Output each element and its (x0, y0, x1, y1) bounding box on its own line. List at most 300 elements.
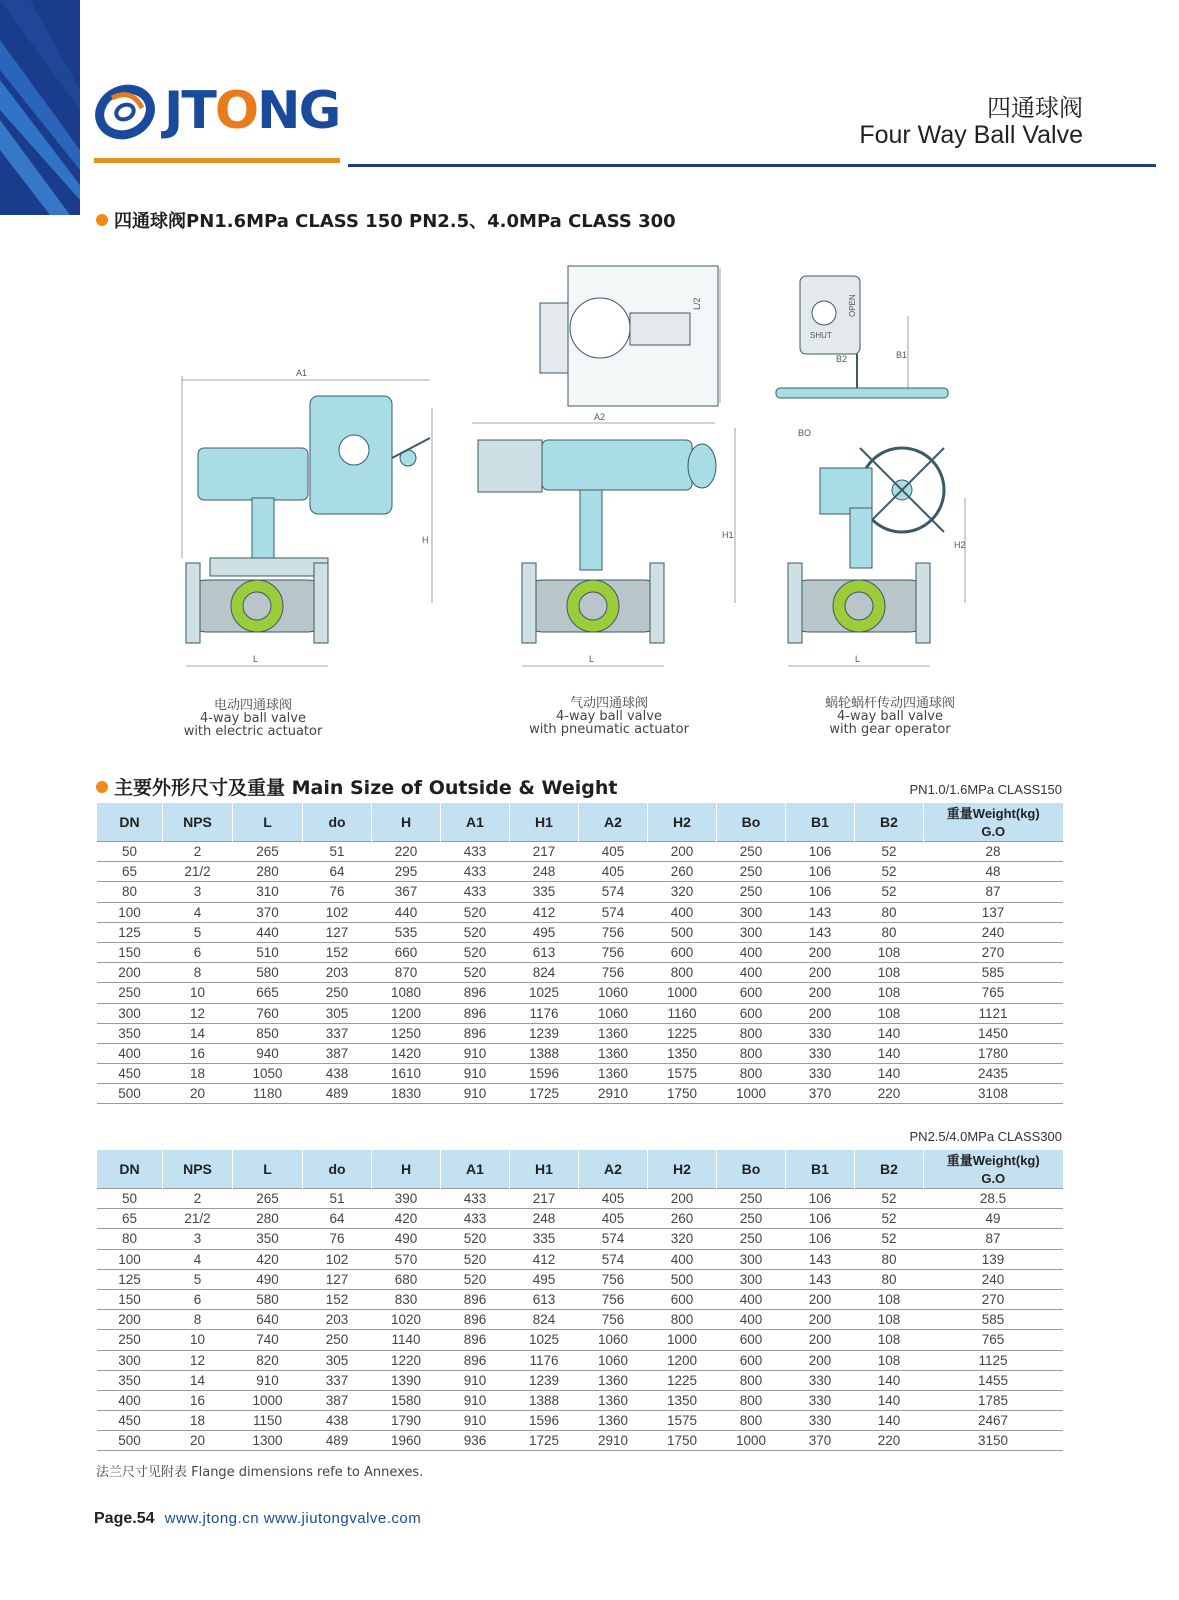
table-cell: 52 (855, 1189, 924, 1209)
table-cell: 1780 (924, 1043, 1063, 1063)
table-cell: 440 (372, 902, 441, 922)
table-cell: 320 (648, 1229, 717, 1249)
page-footer (94, 1510, 421, 1528)
table-cell: 6 (163, 942, 233, 962)
table-cell: 250 (717, 1189, 786, 1209)
table-cell: 52 (855, 862, 924, 882)
table-cell: 330 (786, 1023, 855, 1043)
column-header-b1: B1 (786, 1150, 855, 1189)
table-cell: 1250 (372, 1023, 441, 1043)
table-row (97, 842, 1063, 862)
table-cell: 756 (579, 1289, 648, 1309)
table-cell: 1575 (648, 1411, 717, 1431)
table-cell: 106 (786, 1189, 855, 1209)
table-cell: 1350 (648, 1390, 717, 1410)
website-link[interactable]: www.jtong.cn www.jiutongvalve.com (164, 1510, 422, 1527)
table-cell: 420 (372, 1209, 441, 1229)
table-cell: 16 (163, 1043, 233, 1063)
table-cell: 337 (303, 1370, 372, 1390)
table-cell: 300 (717, 1249, 786, 1269)
column-header-nps: NPS (163, 1150, 233, 1189)
table-cell: 433 (441, 862, 510, 882)
table-cell: 200 (786, 1289, 855, 1309)
table-cell: 20 (163, 1431, 233, 1451)
table-cell: 18 (163, 1411, 233, 1431)
table-cell: 125 (97, 922, 163, 942)
column-header-a1: A1 (441, 1150, 510, 1189)
table-cell: 896 (441, 1350, 510, 1370)
column-header-h: H (372, 803, 441, 842)
table-cell: 335 (510, 1229, 579, 1249)
table-cell: 1000 (233, 1390, 303, 1410)
table-cell: 102 (303, 902, 372, 922)
table-cell: 680 (372, 1269, 441, 1289)
table-cell: 367 (372, 882, 441, 902)
table-cell: 2910 (579, 1084, 648, 1104)
table-row (97, 882, 1063, 902)
table-cell: 1176 (510, 1003, 579, 1023)
table-cell: 438 (303, 1064, 372, 1084)
table-cell: 800 (717, 1411, 786, 1431)
dim-l2: L/2 (692, 297, 702, 310)
table-cell: 108 (855, 1330, 924, 1350)
table-cell: 250 (717, 1209, 786, 1229)
column-header-do: do (303, 1150, 372, 1189)
table-cell: 600 (717, 1350, 786, 1370)
table-cell: 250 (717, 862, 786, 882)
table-cell: 870 (372, 963, 441, 983)
table-cell: 370 (786, 1431, 855, 1451)
label-open: OPEN (848, 294, 857, 317)
table-cell: 143 (786, 922, 855, 942)
table-cell: 140 (855, 1023, 924, 1043)
table-cell: 1575 (648, 1064, 717, 1084)
table-cell: 280 (233, 862, 303, 882)
table-cell: 220 (855, 1084, 924, 1104)
table-cell: 570 (372, 1249, 441, 1269)
table-cell: 150 (97, 942, 163, 962)
table-cell: 250 (717, 1229, 786, 1249)
brand-logo (92, 78, 339, 144)
table-cell: 14 (163, 1023, 233, 1043)
table-cell: 400 (717, 963, 786, 983)
table-cell: 910 (441, 1370, 510, 1390)
table-cell: 100 (97, 902, 163, 922)
table-cell: 433 (441, 1189, 510, 1209)
caption-pneumatic: 气动四通球阀 4-way ball valve with pneumatic actuator (529, 696, 689, 737)
table-cell: 580 (233, 963, 303, 983)
table-cell: 3 (163, 1229, 233, 1249)
table-cell: 940 (233, 1043, 303, 1063)
table-header-row (97, 1150, 1063, 1169)
table-cell: 1596 (510, 1411, 579, 1431)
table-cell: 1455 (924, 1370, 1063, 1390)
table-cell: 143 (786, 1269, 855, 1289)
dim-a2: A2 (594, 412, 606, 422)
table-cell: 1388 (510, 1390, 579, 1410)
table-cell: 1000 (648, 1330, 717, 1350)
table-cell: 910 (233, 1370, 303, 1390)
table-cell: 600 (648, 1289, 717, 1309)
column-header-b2: B2 (855, 803, 924, 842)
table-cell: 800 (717, 1370, 786, 1390)
table-cell: 3150 (924, 1431, 1063, 1451)
table-row (97, 922, 1063, 942)
table-cell: 300 (97, 1350, 163, 1370)
table-cell: 400 (97, 1043, 163, 1063)
table-cell: 1420 (372, 1043, 441, 1063)
table-cell: 52 (855, 1229, 924, 1249)
table-cell: 412 (510, 902, 579, 922)
page-number: Page.54 (94, 1510, 155, 1527)
table-row (97, 1390, 1063, 1410)
table-cell: 48 (924, 862, 1063, 882)
table-cell: 200 (97, 963, 163, 983)
valve-drawings (160, 258, 990, 698)
table-cell: 200 (786, 1003, 855, 1023)
table-cell: 14 (163, 1370, 233, 1390)
table-row (97, 1064, 1063, 1084)
table-cell: 600 (717, 1003, 786, 1023)
table-cell: 896 (441, 983, 510, 1003)
table-cell: 580 (233, 1289, 303, 1309)
table-cell: 765 (924, 983, 1063, 1003)
table-cell: 21/2 (163, 862, 233, 882)
table-cell: 143 (786, 1249, 855, 1269)
table-cell: 140 (855, 1064, 924, 1084)
table-cell: 140 (855, 1043, 924, 1063)
table-cell: 108 (855, 942, 924, 962)
table-cell: 910 (441, 1043, 510, 1063)
table-cell: 4 (163, 1249, 233, 1269)
table-cell: 1176 (510, 1350, 579, 1370)
table-cell: 102 (303, 1249, 372, 1269)
table-cell: 12 (163, 1350, 233, 1370)
table-cell: 756 (579, 1310, 648, 1330)
table-cell: 280 (233, 1209, 303, 1229)
table-cell: 1121 (924, 1003, 1063, 1023)
table-cell: 896 (441, 1310, 510, 1330)
section-heading-sizes (96, 773, 617, 800)
table-cell: 28.5 (924, 1189, 1063, 1209)
table-cell: 127 (303, 922, 372, 942)
table-cell: 765 (924, 1330, 1063, 1350)
column-header-b2: B2 (855, 1150, 924, 1189)
table-cell: 350 (233, 1229, 303, 1249)
label-shut: SHUT (810, 331, 832, 340)
table-cell: 433 (441, 882, 510, 902)
table-cell: 896 (441, 1289, 510, 1309)
table-cell: 305 (303, 1003, 372, 1023)
table-cell: 585 (924, 1310, 1063, 1330)
table-cell: 1150 (233, 1411, 303, 1431)
dim-b2: B2 (836, 354, 848, 364)
table-cell: 250 (97, 1330, 163, 1350)
table-cell: 910 (441, 1064, 510, 1084)
table-row (97, 1269, 1063, 1289)
table-cell: 520 (441, 922, 510, 942)
table-cell: 520 (441, 942, 510, 962)
table-cell: 150 (97, 1289, 163, 1309)
table-cell: 660 (372, 942, 441, 962)
table-cell: 896 (441, 1003, 510, 1023)
table-cell: 200 (786, 1310, 855, 1330)
table-cell: 500 (648, 1269, 717, 1289)
caption-electric: 电动四通球阀 4-way ball valve with electric actuator (183, 698, 323, 739)
table-cell: 1060 (579, 1350, 648, 1370)
table-cell: 80 (855, 922, 924, 942)
table-cell: 1360 (579, 1023, 648, 1043)
table-row (97, 862, 1063, 882)
table-cell: 76 (303, 882, 372, 902)
table-cell: 300 (717, 922, 786, 942)
column-header-h2: H2 (648, 803, 717, 842)
table-cell: 830 (372, 1289, 441, 1309)
table-cell: 440 (233, 922, 303, 942)
table-cell: 405 (579, 1189, 648, 1209)
table-cell: 387 (303, 1390, 372, 1410)
table-cell: 250 (97, 983, 163, 1003)
table-cell: 1750 (648, 1084, 717, 1104)
table-cell: 1200 (372, 1003, 441, 1023)
dim-l-pneumatic: L (589, 654, 595, 664)
table-cell: 200 (786, 983, 855, 1003)
table-cell: 520 (441, 1269, 510, 1289)
column-header-bo: Bo (717, 1150, 786, 1189)
table-cell: 400 (648, 1249, 717, 1269)
table-cell: 350 (97, 1023, 163, 1043)
table-cell: 1390 (372, 1370, 441, 1390)
table-cell: 203 (303, 963, 372, 983)
table-cell: 495 (510, 1269, 579, 1289)
dim-h2: H2 (954, 540, 966, 550)
table-cell: 270 (924, 942, 1063, 962)
table-cell: 1300 (233, 1431, 303, 1451)
caption-gear: 蜗轮蜗杆传动四通球阀 4-way ball valve with gear operator (824, 696, 955, 737)
table-cell: 127 (303, 1269, 372, 1289)
table-cell: 1239 (510, 1370, 579, 1390)
dim-bo: BO (798, 428, 812, 438)
table2-body (97, 1189, 1063, 1451)
pneumatic-top-view (540, 266, 720, 406)
table-cell: 300 (97, 1003, 163, 1023)
table-cell: 520 (441, 902, 510, 922)
table-cell: 1750 (648, 1431, 717, 1451)
table-cell: 2 (163, 1189, 233, 1209)
table-cell: 217 (510, 1189, 579, 1209)
table-cell: 1125 (924, 1350, 1063, 1370)
table-cell: 1060 (579, 1330, 648, 1350)
table-cell: 270 (924, 1289, 1063, 1309)
column-header-l: L (233, 803, 303, 842)
dim-h: H (422, 535, 429, 545)
flange-footnote: 法兰尺寸见附表 Flange dimensions refe to Annexes. (96, 1465, 424, 1480)
table-cell: 200 (786, 1350, 855, 1370)
table-cell: 800 (648, 963, 717, 983)
table-cell: 240 (924, 1269, 1063, 1289)
table-cell: 330 (786, 1043, 855, 1063)
table-cell: 1200 (648, 1350, 717, 1370)
table-cell: 65 (97, 862, 163, 882)
table1-body (97, 842, 1063, 1104)
table-cell: 6 (163, 1289, 233, 1309)
table-cell: 21/2 (163, 1209, 233, 1229)
table-cell: 1020 (372, 1310, 441, 1330)
table-cell: 108 (855, 1350, 924, 1370)
table-cell: 936 (441, 1431, 510, 1451)
table-cell: 1580 (372, 1390, 441, 1410)
table-cell: 3 (163, 882, 233, 902)
table-row (97, 1370, 1063, 1390)
table-cell: 1725 (510, 1431, 579, 1451)
table-cell: 16 (163, 1390, 233, 1410)
table-cell: 1025 (510, 1330, 579, 1350)
table-cell: 574 (579, 1229, 648, 1249)
table-cell: 10 (163, 1330, 233, 1350)
table-row (97, 1043, 1063, 1063)
table-cell: 260 (648, 1209, 717, 1229)
table-cell: 200 (786, 963, 855, 983)
table-cell: 52 (855, 842, 924, 862)
table-cell: 600 (717, 1330, 786, 1350)
table-cell: 400 (717, 942, 786, 962)
table-cell: 140 (855, 1390, 924, 1410)
table-row (97, 1330, 1063, 1350)
table-cell: 100 (97, 1249, 163, 1269)
logo-mark-icon (92, 78, 158, 144)
table-cell: 2910 (579, 1431, 648, 1451)
dim-l-electric: L (253, 654, 259, 664)
table-cell: 49 (924, 1209, 1063, 1229)
table-cell: 65 (97, 1209, 163, 1229)
table-cell: 2 (163, 842, 233, 862)
table-cell: 433 (441, 842, 510, 862)
table-cell: 800 (717, 1043, 786, 1063)
table-cell: 248 (510, 1209, 579, 1229)
table-cell: 310 (233, 882, 303, 902)
table-cell: 50 (97, 842, 163, 862)
column-header-do: do (303, 803, 372, 842)
table-cell: 405 (579, 842, 648, 862)
table-row (97, 1189, 1063, 1209)
table-cell: 330 (786, 1411, 855, 1431)
table-cell: 80 (855, 1269, 924, 1289)
table-cell: 740 (233, 1330, 303, 1350)
table-cell: 1225 (648, 1370, 717, 1390)
table-cell: 220 (372, 842, 441, 862)
table-cell: 490 (233, 1269, 303, 1289)
column-header-b1: B1 (786, 803, 855, 842)
table-cell: 574 (579, 1249, 648, 1269)
gear-valve-drawing (788, 428, 966, 666)
table-cell: 250 (717, 882, 786, 902)
table-cell: 106 (786, 1209, 855, 1229)
table-cell: 20 (163, 1084, 233, 1104)
column-header-dn: DN (97, 803, 163, 842)
table-cell: 12 (163, 1003, 233, 1023)
table-cell: 400 (717, 1310, 786, 1330)
table-cell: 820 (233, 1350, 303, 1370)
table-cell: 450 (97, 1064, 163, 1084)
table-cell: 1220 (372, 1350, 441, 1370)
table-cell: 330 (786, 1370, 855, 1390)
table-cell: 87 (924, 882, 1063, 902)
table-cell: 125 (97, 1269, 163, 1289)
table-cell: 295 (372, 862, 441, 882)
table-cell: 300 (717, 902, 786, 922)
table-cell: 665 (233, 983, 303, 1003)
table-cell: 1180 (233, 1084, 303, 1104)
table-cell: 337 (303, 1023, 372, 1043)
table-row (97, 1003, 1063, 1023)
table-cell: 1388 (510, 1043, 579, 1063)
table-cell: 8 (163, 1310, 233, 1330)
table-cell: 520 (441, 1229, 510, 1249)
table-cell: 108 (855, 1003, 924, 1023)
table-cell: 412 (510, 1249, 579, 1269)
table-cell: 106 (786, 842, 855, 862)
table-cell: 1360 (579, 1043, 648, 1063)
table-cell: 300 (717, 1269, 786, 1289)
electric-valve-drawing (182, 368, 432, 666)
table-cell: 3108 (924, 1084, 1063, 1104)
weight-subheader: G.O (924, 822, 1063, 842)
table-cell: 200 (648, 1189, 717, 1209)
table-cell: 756 (579, 1269, 648, 1289)
table1-standard: PN1.0/1.6MPa CLASS150 (909, 782, 1062, 797)
table-cell: 450 (97, 1411, 163, 1431)
table-cell: 18 (163, 1064, 233, 1084)
table-cell: 335 (510, 882, 579, 902)
table-cell: 106 (786, 862, 855, 882)
table-cell: 400 (648, 902, 717, 922)
table-cell: 910 (441, 1084, 510, 1104)
table-cell: 220 (855, 1431, 924, 1451)
table-row (97, 1310, 1063, 1330)
table-cell: 585 (924, 963, 1063, 983)
table-cell: 489 (303, 1431, 372, 1451)
table-cell: 800 (717, 1390, 786, 1410)
table-cell: 137 (924, 902, 1063, 922)
table-cell: 1450 (924, 1023, 1063, 1043)
table-cell: 265 (233, 842, 303, 862)
table-cell: 76 (303, 1229, 372, 1249)
dim-a1: A1 (296, 368, 308, 378)
table-cell: 240 (924, 922, 1063, 942)
table-cell: 433 (441, 1209, 510, 1229)
table-cell: 800 (648, 1310, 717, 1330)
table-cell: 489 (303, 1084, 372, 1104)
table-cell: 250 (717, 842, 786, 862)
page-title-cn: 四通球阀 (987, 94, 1083, 122)
table-row (97, 1289, 1063, 1309)
table-row (97, 902, 1063, 922)
dim-l-gear: L (855, 654, 861, 664)
table-cell: 600 (717, 983, 786, 1003)
table-cell: 217 (510, 842, 579, 862)
table-cell: 10 (163, 983, 233, 1003)
column-header-a1: A1 (441, 803, 510, 842)
logo-underline (94, 158, 340, 163)
table-cell: 800 (717, 1064, 786, 1084)
table-cell: 1785 (924, 1390, 1063, 1410)
table-cell: 1060 (579, 1003, 648, 1023)
table-cell: 200 (786, 1330, 855, 1350)
column-header-a2: A2 (579, 803, 648, 842)
table-cell: 1000 (717, 1084, 786, 1104)
table-cell: 1596 (510, 1064, 579, 1084)
table-cell: 387 (303, 1043, 372, 1063)
